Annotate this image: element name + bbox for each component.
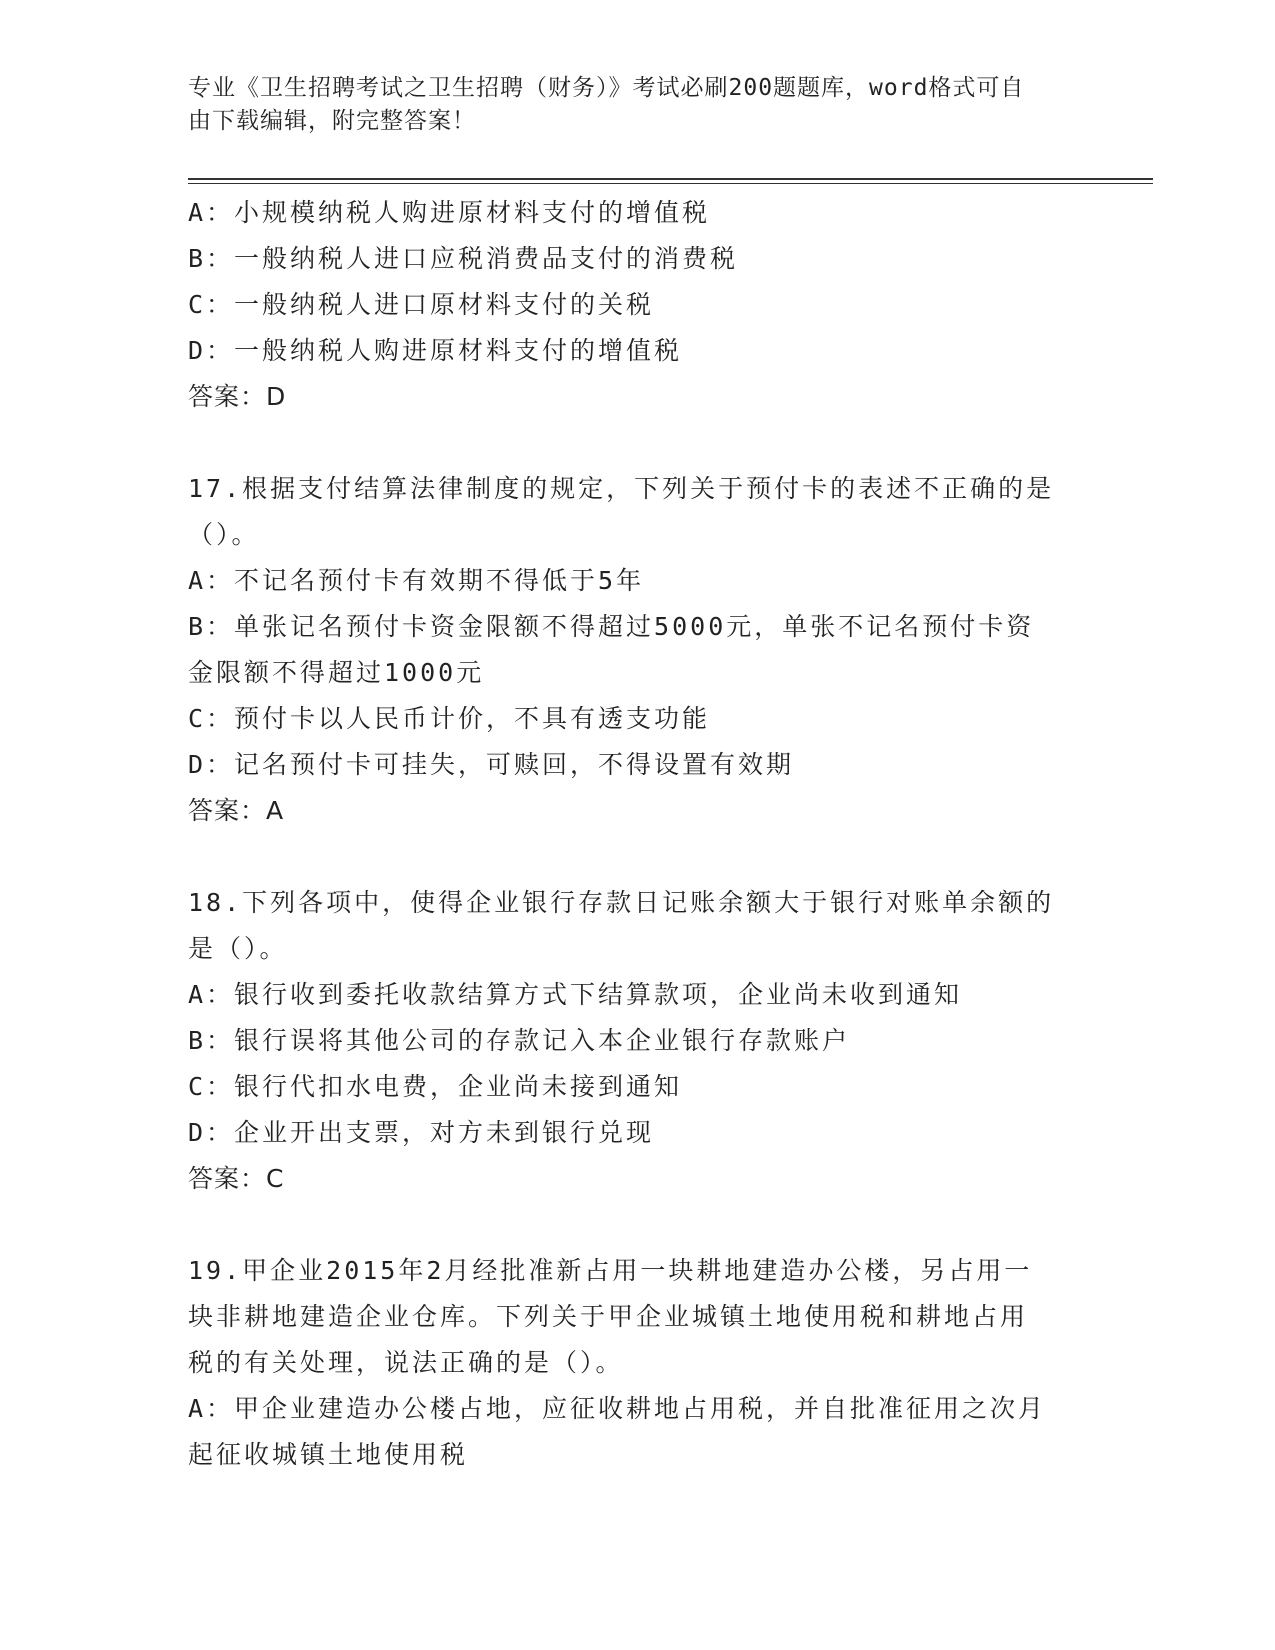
answer-line: 答案：C [188,1164,285,1193]
option-c: C：预付卡以人民币计价，不具有透支功能 [188,704,711,733]
option-d: D：一般纳税人购进原材料支付的增值税 [188,336,683,365]
question-stem-cont: 税的有关处理，说法正确的是（）。 [188,1348,624,1377]
answer-line: 答案：D [188,382,287,411]
header-line-2: 由下载编辑，附完整答案！ [188,108,476,134]
question-16 [188,190,1088,420]
option-a: A：不记名预付卡有效期不得低于5年 [188,566,645,595]
option-c: C：一般纳税人进口原材料支付的关税 [188,290,655,319]
document-body [188,190,1088,1478]
option-a: A：银行收到委托收款结算方式下结算款项，企业尚未收到通知 [188,980,963,1009]
option-b: B：单张记名预付卡资金限额不得超过5000元，单张不记名预付卡资 [188,612,1035,641]
header-divider-thin [188,183,1153,184]
option-d: D：企业开出支票，对方未到银行兑现 [188,1118,655,1147]
option-b: B：一般纳税人进口应税消费品支付的消费税 [188,244,739,273]
question-stem: 17.根据支付结算法律制度的规定，下列关于预付卡的表述不正确的是 [188,474,1055,503]
question-17 [188,466,1088,834]
question-stem-cont: （）。 [188,520,260,549]
option-b-cont: 金限额不得超过1000元 [188,658,485,687]
option-d: D：记名预付卡可挂失，可赎回，不得设置有效期 [188,750,795,779]
question-19 [188,1248,1088,1478]
option-a-cont: 起征收城镇土地使用税 [188,1440,469,1469]
question-stem: 18.下列各项中，使得企业银行存款日记账余额大于银行对账单余额的 [188,888,1055,917]
spacer [188,1202,1088,1248]
header-divider-thick [188,178,1153,180]
question-stem: 19.甲企业2015年2月经批准新占用一块耕地建造办公楼，另占用一 [188,1256,1033,1285]
question-18 [188,880,1088,1202]
spacer [188,834,1088,880]
option-a: A：甲企业建造办公楼占地，应征收耕地占用税，并自批准征用之次月 [188,1394,1047,1423]
spacer [188,420,1088,466]
question-stem-cont: 块非耕地建造企业仓库。下列关于甲企业城镇土地使用税和耕地占用 [188,1302,1029,1331]
header-line-1: 专业《卫生招聘考试之卫生招聘（财务）》考试必刷200题题库，word格式可自 [188,75,1025,101]
option-b: B：银行误将其他公司的存款记入本企业银行存款账户 [188,1026,851,1055]
answer-line: 答案：A [188,796,285,825]
option-a: A：小规模纳税人购进原材料支付的增值税 [188,198,711,227]
document-header [188,72,1068,138]
question-stem-cont: 是（）。 [188,934,288,963]
option-c: C：银行代扣水电费，企业尚未接到通知 [188,1072,683,1101]
